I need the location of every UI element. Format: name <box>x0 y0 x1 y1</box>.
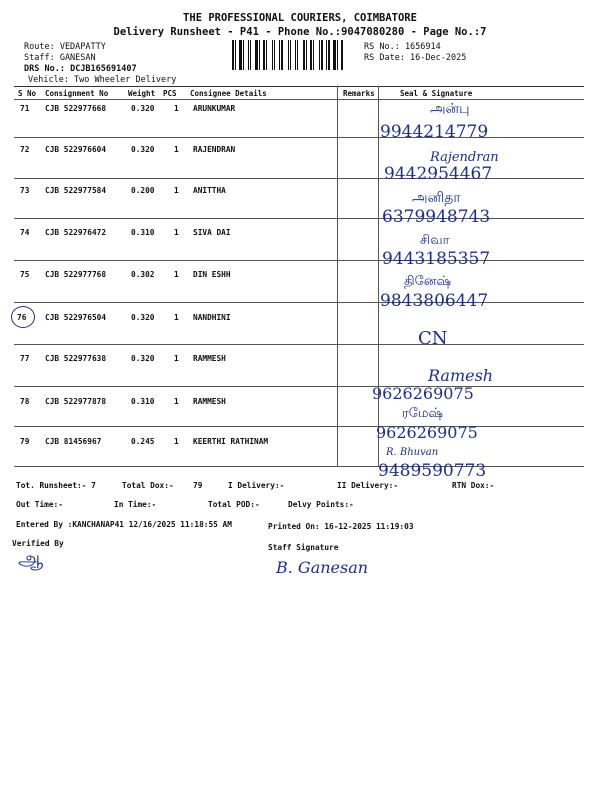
barcode-bar <box>266 40 267 70</box>
handwritten-signature: அன்பு <box>430 101 470 117</box>
barcode-bar <box>321 40 323 70</box>
row-consignee: DIN ESHH <box>193 270 231 279</box>
row-divider <box>14 344 584 345</box>
row-weight: 0.200 <box>131 186 155 195</box>
row-consignee: KEERTHI RATHINAM <box>193 437 269 446</box>
company-title: THE PROFESSIONAL COURIERS, COIMBATORE <box>183 12 417 24</box>
row-consignee: NANDHINI <box>193 313 231 322</box>
route-label: Route: VEDAPATTY <box>24 42 106 52</box>
barcode-bar <box>328 40 330 70</box>
handwritten-phone: 9443185357 <box>382 249 491 269</box>
row-weight: 0.245 <box>131 437 155 446</box>
barcode-bar <box>297 40 298 70</box>
row-consignee: RAMMESH <box>193 397 226 406</box>
row-consignment-no: CJB 522976472 <box>45 228 107 237</box>
row-weight: 0.320 <box>131 313 155 322</box>
handwritten-signature: சிவா <box>420 233 450 248</box>
row-divider <box>14 302 584 303</box>
row-consignment-no: CJB 522977878 <box>45 397 107 406</box>
rtn-dox: RTN Dox:- <box>452 481 495 490</box>
row-weight: 0.310 <box>131 228 155 237</box>
rs-date: RS Date: 16-Dec-2025 <box>364 53 467 63</box>
row-divider <box>14 386 584 387</box>
row-divider <box>14 260 584 261</box>
printed-on: Printed On: 16-12-2025 11:19:03 <box>268 522 414 531</box>
row-consignment-no: CJB 81456967 <box>45 437 102 446</box>
barcode-bar <box>235 40 236 70</box>
barcode-bar <box>259 40 260 70</box>
row-sno: 72 <box>20 145 30 154</box>
row-consignee: RAMMESH <box>193 354 226 363</box>
row-sno: 75 <box>20 270 30 279</box>
barcode-bar <box>255 40 258 70</box>
barcode-bar <box>274 40 275 70</box>
barcode-bar <box>331 40 332 70</box>
row-sno: 79 <box>20 437 30 446</box>
row-weight: 0.310 <box>131 397 155 406</box>
handwritten-phone: 9626269075 <box>372 384 474 403</box>
barcode-bar <box>324 40 325 70</box>
handwritten-signature: CN <box>418 328 448 349</box>
barcode-bar <box>333 40 336 70</box>
barcode-bar <box>239 40 242 70</box>
row-consignee: ARUNKUMAR <box>193 104 236 113</box>
barcode-bar <box>308 40 309 70</box>
staff-label: Staff: GANESAN <box>24 53 96 63</box>
runsheet-subtitle: Delivery Runsheet - P41 - Phone No.:9047080280 - Page No.:7 <box>113 26 487 38</box>
barcode-bar <box>243 40 244 70</box>
barcode-bar <box>237 40 238 70</box>
barcode <box>232 40 360 70</box>
row-divider <box>14 426 584 427</box>
barcode-bar <box>319 40 320 70</box>
barcode-bar <box>290 40 291 70</box>
row-pcs: 1 <box>174 354 179 363</box>
table-bottom-border <box>14 466 584 467</box>
row-divider <box>14 137 584 138</box>
barcode-bar <box>303 40 305 70</box>
total-dox-value: 79 <box>193 481 203 490</box>
remarks-divider-right <box>378 86 379 466</box>
col-header-seal: Seal & Signature <box>400 89 473 98</box>
row-sno: 77 <box>20 354 30 363</box>
row-consignment-no: CJB 522977668 <box>45 104 107 113</box>
row-consignee: RAJENDRAN <box>193 145 236 154</box>
handwritten-phone: 9442954467 <box>384 164 493 184</box>
header-divider <box>14 99 584 100</box>
barcode-bar <box>295 40 296 70</box>
col-header-remarks: Remarks <box>343 89 375 98</box>
handwritten-signature: Ramesh <box>428 366 494 385</box>
barcode-bar <box>250 40 251 70</box>
i-delivery: I Delivery:- <box>228 481 285 490</box>
row-pcs: 1 <box>174 186 179 195</box>
handwritten-signature: ரமேஷ் <box>402 406 443 421</box>
handwritten-signature: தினேஷ் <box>404 274 452 289</box>
barcode-bar <box>284 40 287 70</box>
row-pcs: 1 <box>174 104 179 113</box>
row-pcs: 1 <box>174 270 179 279</box>
handwritten-phone: 9489590773 <box>378 461 487 481</box>
row-divider <box>14 178 584 179</box>
barcode-bar <box>276 40 278 70</box>
row-divider <box>14 218 584 219</box>
row-sno: 78 <box>20 397 30 406</box>
barcode-bar <box>306 40 307 70</box>
verified-signature: ஆ <box>18 546 44 570</box>
entered-by: Entered By :KANCHANAP41 12/16/2025 11:18:55 AM <box>16 520 232 529</box>
row-consignee: SIVA DAI <box>193 228 231 237</box>
drs-number: DCJB165691407 <box>70 64 137 74</box>
delvy-points: Delvy Points:- <box>288 500 354 509</box>
handwritten-phone: 9626269075 <box>376 423 478 442</box>
barcode-bar <box>299 40 302 70</box>
barcode-bar <box>232 40 234 70</box>
row-weight: 0.320 <box>131 354 155 363</box>
barcode-bar <box>279 40 280 70</box>
row-consignment-no: CJB 522976604 <box>45 145 107 154</box>
col-header-consignment: Consignment No <box>45 89 109 98</box>
barcode-bar <box>252 40 254 70</box>
barcode-bar <box>339 40 340 70</box>
total-pod: Total POD:- <box>208 500 260 509</box>
handwritten-signature: Rajendran <box>430 150 499 165</box>
barcode-bar <box>248 40 249 70</box>
in-time: In Time:- <box>114 500 157 509</box>
barcode-bar <box>341 40 343 70</box>
vehicle-label: Vehicle: Two Wheeler Delivery <box>28 75 177 85</box>
row-consignment-no: CJB 522977584 <box>45 186 107 195</box>
row-sno: 74 <box>20 228 30 237</box>
remarks-divider-left <box>337 86 338 466</box>
row-pcs: 1 <box>174 437 179 446</box>
row-pcs: 1 <box>174 397 179 406</box>
rs-number: RS No.: 1656914 <box>364 42 441 52</box>
table-top-border <box>14 86 584 87</box>
barcode-bar <box>326 40 327 70</box>
barcode-bar <box>313 40 314 70</box>
row-consignment-no: CJB 522976504 <box>45 313 107 322</box>
row-sno: 76 <box>17 313 27 322</box>
total-dox-label: Total Dox:- <box>122 481 174 490</box>
drs-prefix: DRS No.: <box>24 64 65 74</box>
row-consignment-no: CJB 522977638 <box>45 354 107 363</box>
row-sno: 73 <box>20 186 30 195</box>
ii-delivery: II Delivery:- <box>337 481 399 490</box>
row-weight: 0.302 <box>131 270 155 279</box>
row-consignment-no: CJB 522977768 <box>45 270 107 279</box>
row-weight: 0.320 <box>131 104 155 113</box>
barcode-bar <box>337 40 338 70</box>
barcode-bar <box>288 40 289 70</box>
barcode-bar <box>315 40 318 70</box>
drs-label <box>24 64 137 74</box>
barcode-bar <box>292 40 294 70</box>
barcode-bar <box>268 40 271 70</box>
row-pcs: 1 <box>174 228 179 237</box>
tot-runsheet: Tot. Runsheet:- 7 <box>16 481 96 490</box>
row-pcs: 1 <box>174 145 179 154</box>
barcode-bar <box>261 40 262 70</box>
barcode-bar <box>245 40 247 70</box>
handwritten-signature: அனிதா <box>412 190 461 206</box>
staff-signature: B. Ganesan <box>276 558 369 577</box>
col-header-weight: Weight <box>128 89 156 98</box>
staff-signature-label: Staff Signature <box>268 543 339 552</box>
row-weight: 0.320 <box>131 145 155 154</box>
barcode-bar <box>272 40 273 70</box>
col-header-pcs: PCS <box>163 89 177 98</box>
col-header-sno: S No <box>18 89 37 98</box>
verified-by-label: Verified By <box>12 539 64 548</box>
row-sno: 71 <box>20 104 30 113</box>
row-pcs: 1 <box>174 313 179 322</box>
handwritten-phone: 9944214779 <box>380 122 489 142</box>
barcode-bar <box>263 40 265 70</box>
row-consignee: ANITTHA <box>193 186 226 195</box>
col-header-consignee: Consignee Details <box>190 89 267 98</box>
barcode-bar <box>281 40 283 70</box>
handwritten-signature: R. Bhuvan <box>386 447 439 458</box>
handwritten-phone: 9843806447 <box>380 291 489 311</box>
handwritten-phone: 6379948743 <box>382 207 491 227</box>
barcode-bar <box>310 40 312 70</box>
out-time: Out Time:- <box>16 500 63 509</box>
